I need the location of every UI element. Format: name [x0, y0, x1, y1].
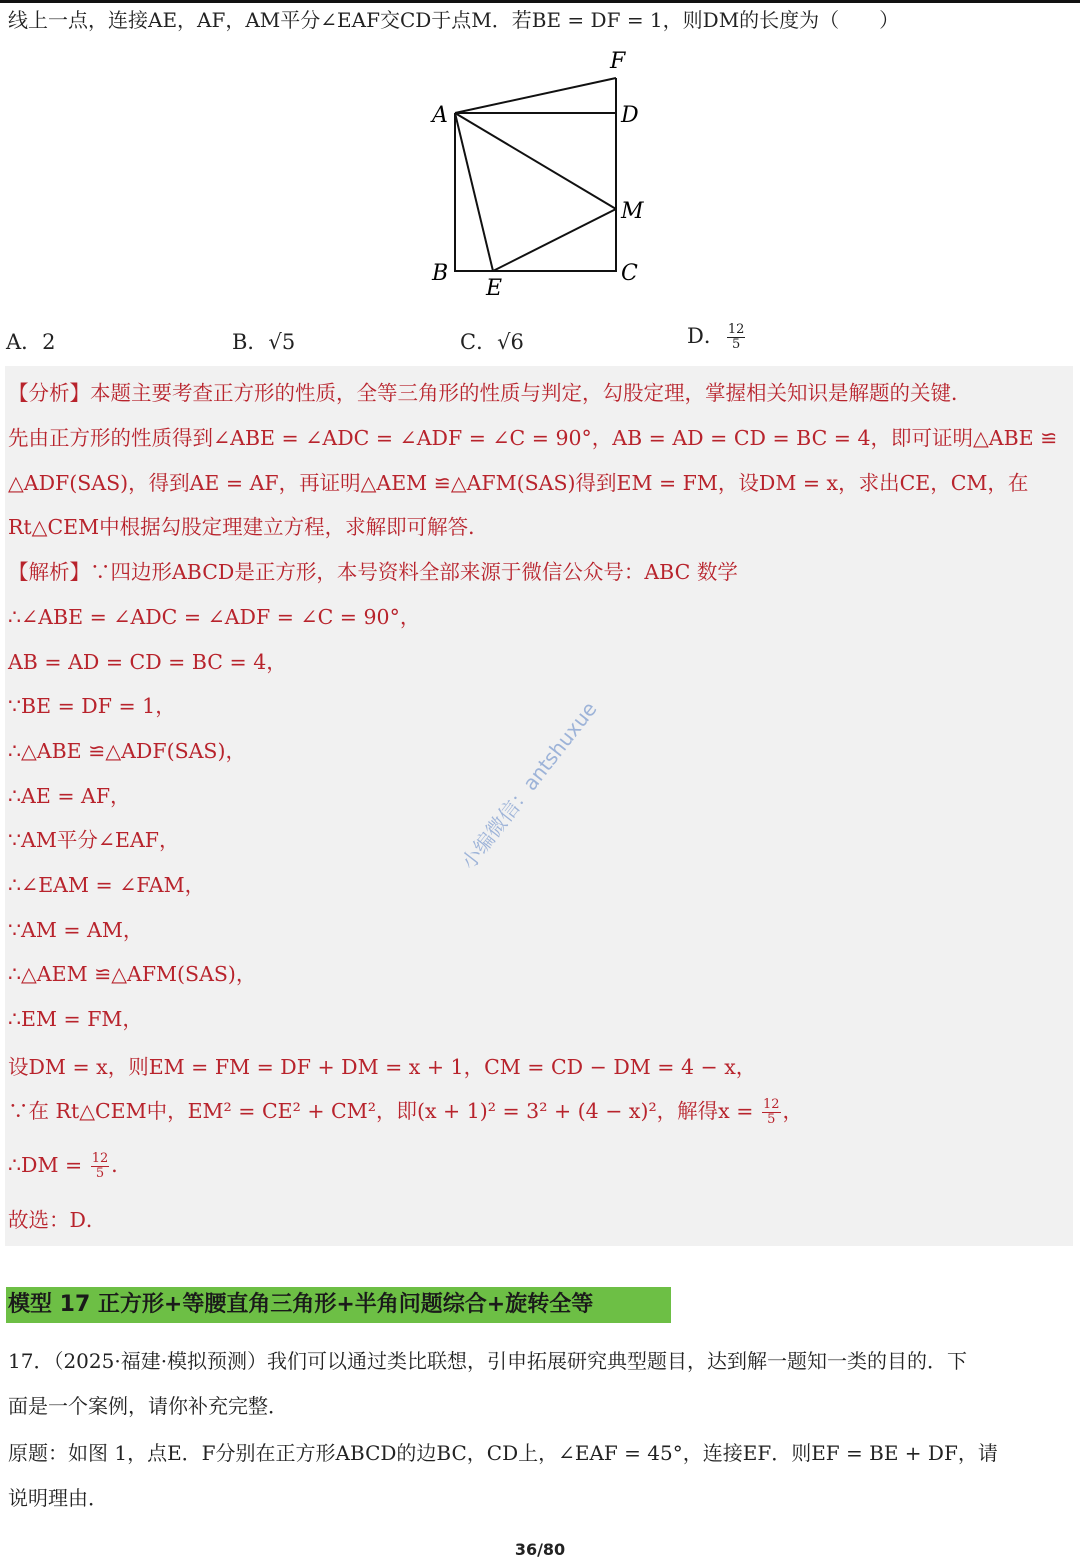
question-text: 线上一点，连接AE，AF，AM平分∠EAF交CD于点M．若BE = DF = 1，则DM的长度为（ ）	[8, 8, 900, 32]
label-B: B	[432, 261, 449, 286]
segment-AM	[455, 113, 616, 209]
solution-line: ∴∠ABE = ∠ADC = ∠ADF = ∠C = 90°，	[8, 605, 421, 629]
section-heading: 模型 17 正方形+等腰直角三角形+半角问题综合+旋转全等	[6, 1287, 671, 1323]
denominator: 5	[767, 1112, 776, 1127]
option-d-label: D．	[687, 324, 725, 348]
solution-line: 【解析】∵四边形ABCD是正方形，本号资料全部来源于微信公众号：ABC 数学	[8, 560, 738, 584]
equation-line	[8, 1094, 803, 1127]
problem-line: 原题：如图 1，点E．F分别在正方形ABCD的边BC，CD上，∠EAF = 45°，连接EF．则EF = BE + DF，请	[8, 1441, 998, 1465]
numerator: 12	[91, 1151, 109, 1166]
solution-line: ∴∠EAM = ∠FAM，	[8, 873, 206, 897]
fraction	[727, 323, 746, 352]
segment-AF	[455, 78, 616, 113]
option-d	[687, 320, 747, 352]
numerator: 12	[762, 1097, 780, 1112]
option-c: C．√6	[460, 330, 524, 354]
denominator: 5	[95, 1166, 105, 1181]
problem-line: 说明理由．	[8, 1486, 108, 1510]
fraction	[762, 1098, 781, 1127]
analysis-line: 【分析】本题主要考查正方形的性质，全等三角形的性质与判定，勾股定理，掌握相关知识是解题的关键．	[8, 381, 972, 405]
segment-EM	[493, 209, 616, 271]
label-D: D	[621, 103, 639, 128]
solution-line: ∵BE = DF = 1，	[8, 694, 176, 718]
answer-line: 故选：D．	[8, 1208, 107, 1232]
solution-line: ∴EM = FM，	[8, 1007, 143, 1031]
watermark: 小编微信：antshuxue	[456, 697, 602, 874]
solution-line: ∴△AEM ≌△AFM(SAS)，	[8, 962, 257, 986]
result-suffix: ．	[111, 1153, 132, 1177]
denominator: 5	[731, 337, 741, 352]
result-line	[8, 1148, 132, 1181]
solution-line: ∵AM = AM，	[8, 918, 144, 942]
label-M: M	[621, 199, 644, 224]
solution-line: ∵AM平分∠EAF，	[8, 828, 180, 852]
label-A: A	[432, 103, 448, 128]
geometry-diagram	[420, 40, 660, 305]
equation-text: ∵在 Rt△CEM中，EM² = CE² + CM²，即(x + 1)² = 3² + (4 − x)²，解得x =	[8, 1099, 760, 1123]
problem-line: 17．（2025·福建·模拟预测）我们可以通过类比联想，引申拓展研究典型题目，达到解一题知一类的目的．下	[8, 1349, 968, 1373]
problem-line: 面是一个案例，请你补充完整．	[8, 1394, 288, 1418]
result-text: ∴DM =	[8, 1153, 89, 1177]
solution-line: ∴AE = AF，	[8, 784, 131, 808]
solution-line: AB = AD = CD = BC = 4，	[8, 650, 287, 674]
top-rule	[0, 0, 1080, 3]
solution-line: 设DM = x，则EM = FM = DF + DM = x + 1，CM = CD − DM = 4 − x，	[8, 1055, 757, 1079]
analysis-line: 先由正方形的性质得到∠ABE = ∠ADC = ∠ADF = ∠C = 90°，AB = AD = CD = BC = 4，即可证明△ABE ≌	[8, 426, 1058, 450]
page-number: 36/80	[514, 1540, 566, 1559]
analysis-line: △ADF(SAS)，得到AE = AF，再证明△AEM ≌△AFM(SAS)得到EM = FM，设DM = x，求出CE，CM，在	[8, 471, 1029, 495]
label-E: E	[486, 276, 503, 301]
label-C: C	[621, 261, 638, 286]
segment-AE	[455, 113, 493, 271]
label-F: F	[610, 49, 626, 74]
solution-line: ∴△ABE ≌△ADF(SAS)，	[8, 739, 246, 763]
fraction	[91, 1152, 110, 1181]
option-a: A．2	[6, 330, 56, 354]
numerator: 12	[727, 322, 745, 337]
option-b: B．√5	[232, 330, 296, 354]
equation-suffix: ，	[782, 1099, 803, 1123]
analysis-line: Rt△CEM中根据勾股定理建立方程，求解即可解答．	[8, 515, 489, 539]
